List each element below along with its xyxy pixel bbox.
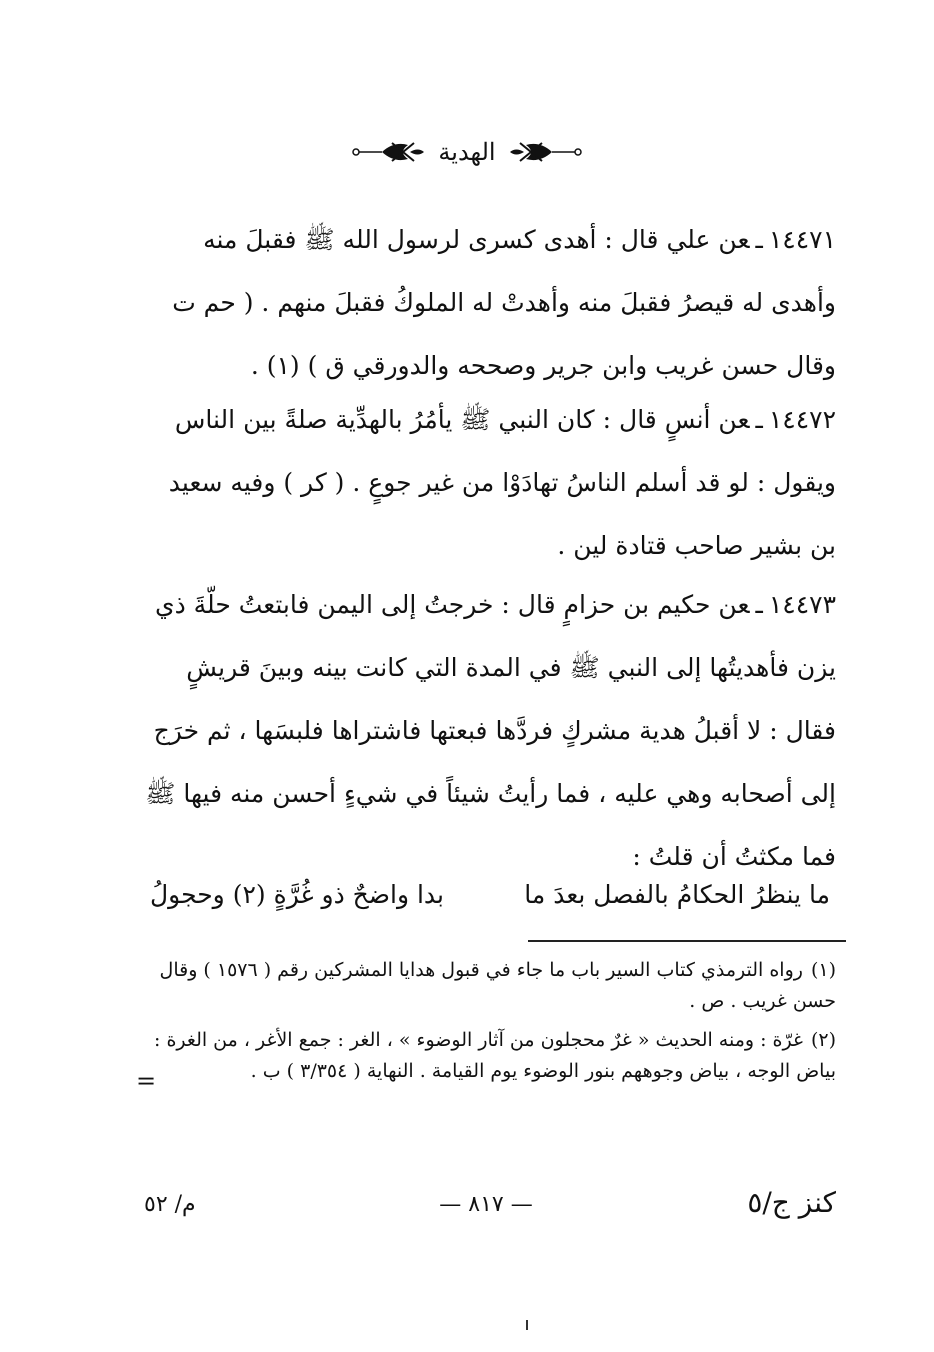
page-footer xyxy=(136,1186,836,1232)
ornament-right-icon xyxy=(506,139,586,165)
hadith-number: ١٤٤٧٣ xyxy=(768,590,836,619)
footnote-text: غرّة : ومنه الحديث « غرٌ محجلون من آثار الوضوء » ، الغر : جمع الأغر ، من الغرة : بياض الوجه ، بياض وجوههم بنور الوضوء يوم القيامة . النهاية ( ٣/٣٥٤ ) ب . xyxy=(154,1029,836,1082)
footnote-number: (١) xyxy=(810,959,836,981)
hadith-text: عن علي قال : أهدى كسرى لرسول الله ﷺ فقبلَ منه وأهدى له قيصرُ فقبلَ منه وأهدتْ له الملوكُ فقبلَ منهم . ( حم ت وقال حسن غريب وابن جرير وصححه والدورقي ق ) (١) . xyxy=(172,225,836,380)
hadith-14471: ١٤٤٧١ـعن علي قال : أهدى كسرى لرسول الله ﷺ فقبلَ منه وأهدى له قيصرُ فقبلَ منه وأهدتْ له الملوكُ فقبلَ منهم . ( حم ت وقال حسن غريب وابن جرير وصححه والدورقي ق ) (١) . xyxy=(172,225,836,380)
page-title: الهدية xyxy=(438,138,496,166)
hadith-number: ١٤٤٧٢ xyxy=(768,405,836,434)
hadith-number: ١٤٤٧١ xyxy=(768,225,836,254)
page-header xyxy=(0,138,934,166)
volume-label: كنز ج/٥ xyxy=(747,1186,836,1219)
verse-first-half: ما ينظرُ الحكامُ بالفصل بعدَ ما xyxy=(524,880,830,909)
hadith-text: عن حكيم بن حزامٍ قال : خرجتُ إلى اليمن فابتعتُ حلّةَ ذي يزن فأهديتُها إلى النبي ﷺ في المدة التي كانت بينه وبينَ قريشٍ فقال : لا أقبلُ هدية مشركٍ فردَّها فبعتها فاشتراها فلبسَها ، ثم خرَج إلى أصحابه وهي عليه ، فما رأيتُ شيئاً في شيءٍ أحسن منه فيها ﷺ فما مكثتُ أن قلتُ : xyxy=(145,590,836,871)
footnote-1 xyxy=(136,955,836,1017)
page-number: — ٨١٧ — xyxy=(439,1192,533,1217)
hadith-14472: ١٤٤٧٢ـعن أنسٍ قال : كان النبي ﷺ يأمُرُ بالهدِّية صلةً بين الناس ويقول : لو قد أسلم الناسُ تهادَوْا من غير جوعٍ . ( كر ) وفيه سعيد بن بشير صاحب قتادة لين . xyxy=(168,405,836,560)
poetry-verse xyxy=(150,880,830,909)
hadith-14473: ١٤٤٧٣ـعن حكيم بن حزامٍ قال : خرجتُ إلى اليمن فابتعتُ حلّةَ ذي يزن فأهديتُها إلى النبي ﷺ في المدة التي كانت بينه وبينَ قريشٍ فقال : لا أقبلُ هدية مشركٍ فردَّها فبعتها فاشتراها فلبسَها ، ثم خرَج إلى أصحابه وهي عليه ، فما رأيتُ شيئاً في شيءٍ أحسن منه فيها ﷺ فما مكثتُ أن قلتُ : xyxy=(145,590,836,871)
footnote-text: رواه الترمذي كتاب السير باب ما جاء في قبول هدايا المشركين رقم ( ١٥٧٦ ) وقال حسن غريب . ص . xyxy=(159,959,836,1012)
continuation-mark: = xyxy=(136,1067,157,1095)
footnotes xyxy=(136,955,836,1095)
signature-mark: م/ ٥٢ xyxy=(144,1192,196,1217)
footnote-separator xyxy=(528,940,846,942)
verse-second-half: بدا واضحٌ ذو غُرَّةٍ (٢) وحجولُ xyxy=(150,880,445,909)
hadith-text: عن أنسٍ قال : كان النبي ﷺ يأمُرُ بالهدِّية صلةً بين الناس ويقول : لو قد أسلم الناسُ تهادَوْا من غير جوعٍ . ( كر ) وفيه سعيد بن بشير صاحب قتادة لين . xyxy=(168,405,836,560)
footnote-2 xyxy=(136,1025,836,1087)
ornament-left-icon xyxy=(348,139,428,165)
footnote-number: (٢) xyxy=(810,1029,836,1051)
scan-mark xyxy=(526,1320,528,1330)
